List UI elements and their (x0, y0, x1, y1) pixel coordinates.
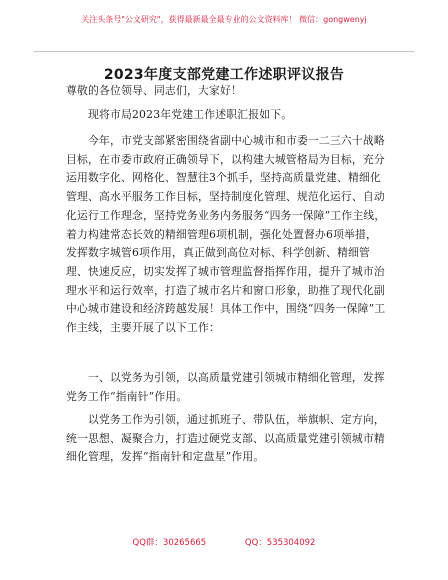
qq-text: QQ：535304092 (244, 538, 316, 548)
intro-paragraph: 现将市局2023年党建工作述职汇报如下。 (88, 108, 293, 121)
document-title: 2023年度支部党建工作述职评议报告 (103, 67, 345, 83)
greeting-paragraph: 尊敬的各位领导、同志们，大家好！ (66, 84, 242, 97)
footer-contact (0, 536, 448, 548)
qq-group-text: QQ群：30265665 (132, 538, 207, 548)
header-notice: 关注头条号"公文研究"，获得最新最全最专业的公文资料库！ 微信：gongwenyj (81, 15, 367, 24)
item-heading-paragraph: 一、以党务为引领，以高质量党建引领城市精细化管理，发挥党务工作“指南针”作用。 (66, 371, 385, 403)
body-paragraph: 今年，市党支部紧密围绕省副中心城市和市委一二三六十战略目标，在市委市政府正确领导下，以构建大城管格局为目标，充分运用数字化、网格化、智慧往3个抓手，坚持高质量党建、精细化管理、高水平服务工作目标，坚持制度化管理、规范化运行、自动化运行工作理念，坚持党务业务内务服务“四务一保障”工作主线，着力构建常态长效的精细管理6项机制，强化处置督办6项举措，发挥数字城管6项作用，真正做到高位对标、科学创新、精细管理、快速反应，切实发挥了城市管理监督指挥作用，提升了城市治理水平和运行效率，打造了城市名片和窗口形象，助推了现代化副中心城市建设和经济跨越发展！具体工作中，围绕“四务一保障”工作主线，主要开展了以下工作： (66, 134, 386, 335)
header-banner (34, 8, 414, 52)
item-detail-paragraph: 以党务工作为引领，通过抓班子、带队伍，举旗帜、定方向，统一思想、凝聚合力，打造过硬党支部、以高质量党建引领城市精细化管理，发挥“指南针和定盘星”作用。 (66, 413, 385, 464)
header-divider (34, 51, 414, 52)
